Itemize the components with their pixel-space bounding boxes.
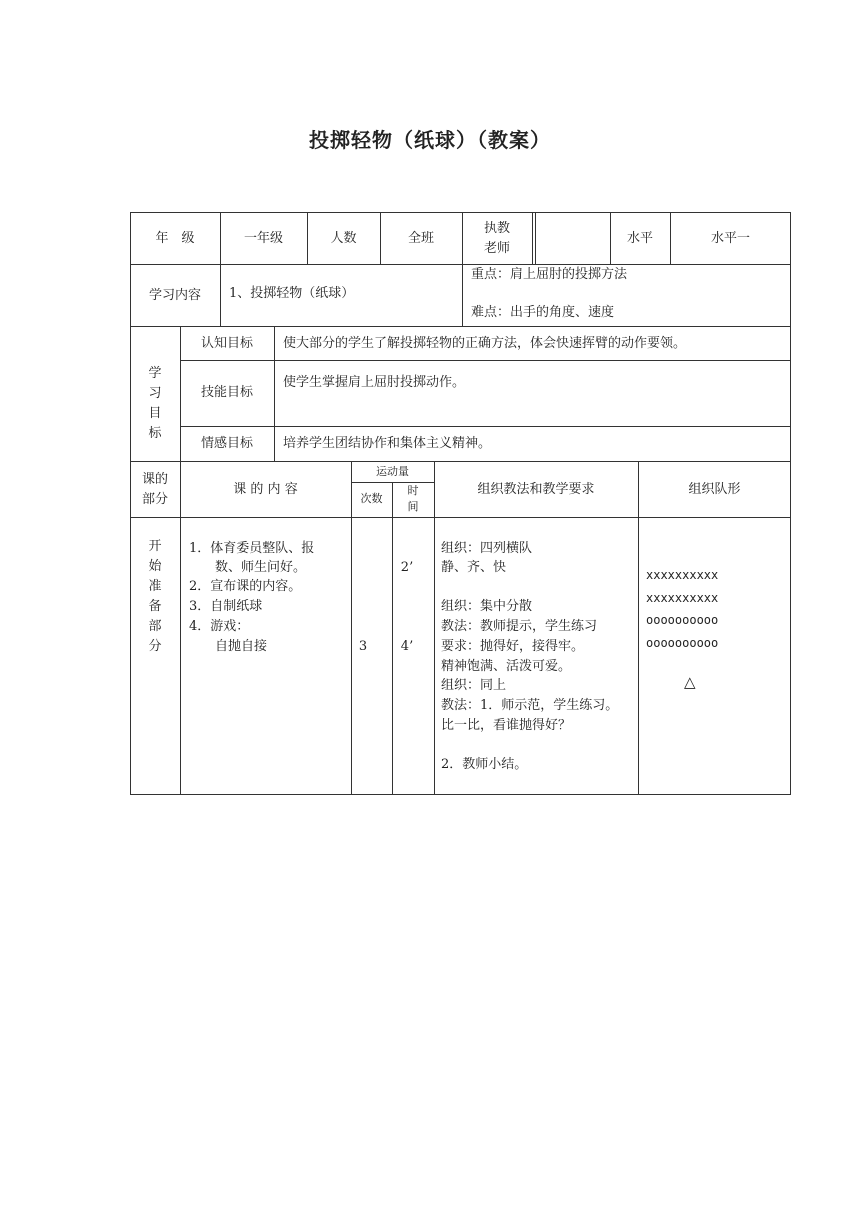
method-line: 组织：四列横队 — [441, 541, 533, 556]
formation-row: oooooooooo — [646, 636, 719, 650]
part-char: 部 — [148, 619, 162, 634]
method-line: 组织：同上 — [441, 678, 507, 693]
method-line: 教法：教师提示，学生练习 — [441, 619, 598, 634]
load-header: 运动量 — [376, 465, 409, 478]
content-header: 课 的 内 容 — [233, 482, 298, 497]
col-divider — [274, 326, 275, 461]
content-line: 数、师生问好。 — [189, 560, 307, 575]
content-line: 1．体育委员整队、报 — [189, 541, 315, 556]
col-divider — [462, 264, 463, 326]
part-header-line-1: 课的 — [141, 472, 168, 487]
col-divider — [532, 212, 533, 264]
part-header-line-2: 部分 — [141, 492, 168, 507]
count-value: 全班 — [407, 231, 434, 246]
method-line: 组织：集中分散 — [441, 599, 533, 614]
time-value: 4’ — [400, 639, 414, 654]
formation-row: xxxxxxxxxx — [646, 591, 719, 605]
content-label: 学习内容 — [148, 288, 201, 303]
col-divider — [351, 461, 352, 795]
method-line: 比一比，看谁抛得好？ — [441, 718, 572, 733]
col-divider — [638, 461, 639, 795]
goal-text: 培养学生团结协作和集体主义精神。 — [283, 436, 492, 451]
goal-label: 认知目标 — [200, 336, 253, 351]
col-divider — [535, 212, 536, 264]
goals-label-char: 学 — [148, 366, 162, 381]
goals-label-char: 习 — [148, 386, 162, 401]
time-header-line-2: 间 — [407, 500, 419, 513]
content-line: 4．游戏： — [189, 619, 250, 634]
level-label: 水平 — [626, 231, 653, 246]
time-value: 2’ — [400, 560, 414, 575]
formation-header: 组织队形 — [688, 482, 741, 497]
col-divider — [220, 264, 221, 326]
content-line: 2．宣布课的内容。 — [189, 579, 302, 594]
goal-text: 使大部分的学生了解投掷轻物的正确方法，体会快速挥臂的动作要领。 — [283, 336, 687, 351]
goals-label-char: 目 — [148, 406, 162, 421]
times-value: 3 — [358, 639, 368, 654]
teacher-position-icon: △ — [684, 673, 696, 691]
goal-text: 使学生掌握肩上屈肘投掷动作。 — [283, 375, 466, 390]
goals-label-char: 标 — [148, 426, 162, 441]
method-line: 要求：抛得好，接得牢。 — [441, 639, 585, 654]
method-header: 组织教法和教学要求 — [477, 482, 595, 497]
method-line: 教法：1．师示范，学生练习。 — [441, 698, 619, 713]
col-divider — [180, 461, 181, 795]
time-header-line-1: 时 — [407, 484, 419, 497]
content-line: 3．自制纸球 — [189, 599, 263, 614]
goal-label: 情感目标 — [200, 436, 253, 451]
method-line: 精神饱满、活泼可爱。 — [441, 659, 572, 674]
key-point: 重点：肩上屈肘的投掷方法 — [471, 267, 628, 282]
content-line: 自抛自接 — [189, 639, 268, 654]
grade-value: 一年级 — [243, 231, 283, 246]
teacher-label-line-2: 老师 — [483, 241, 510, 256]
col-divider — [434, 461, 435, 795]
row-divider — [130, 264, 791, 265]
difficulty-point: 难点：出手的角度、速度 — [471, 305, 615, 320]
row-divider — [180, 426, 791, 427]
part-char: 开 — [148, 539, 162, 554]
part-char: 准 — [148, 579, 162, 594]
method-line: 2．教师小结。 — [441, 757, 528, 772]
grade-label: 年 级 — [155, 231, 195, 246]
row-divider — [180, 360, 791, 361]
row-divider — [130, 326, 791, 327]
teacher-label-line-1: 执教 — [483, 221, 510, 236]
formation-row: oooooooooo — [646, 613, 719, 627]
formation-row: xxxxxxxxxx — [646, 568, 719, 582]
goal-label: 技能目标 — [200, 385, 253, 400]
part-char: 备 — [148, 599, 162, 614]
times-header: 次数 — [360, 492, 383, 505]
row-divider — [130, 461, 791, 462]
row-divider — [130, 517, 791, 518]
method-line: 静、齐、快 — [441, 560, 507, 575]
part-char: 分 — [148, 639, 162, 654]
count-label: 人数 — [330, 231, 357, 246]
part-char: 始 — [148, 559, 162, 574]
level-value: 水平一 — [710, 231, 750, 246]
page-title: 投掷轻物（纸球）（教案） — [309, 128, 551, 152]
content-value: 1、投掷轻物（纸球） — [229, 286, 355, 301]
